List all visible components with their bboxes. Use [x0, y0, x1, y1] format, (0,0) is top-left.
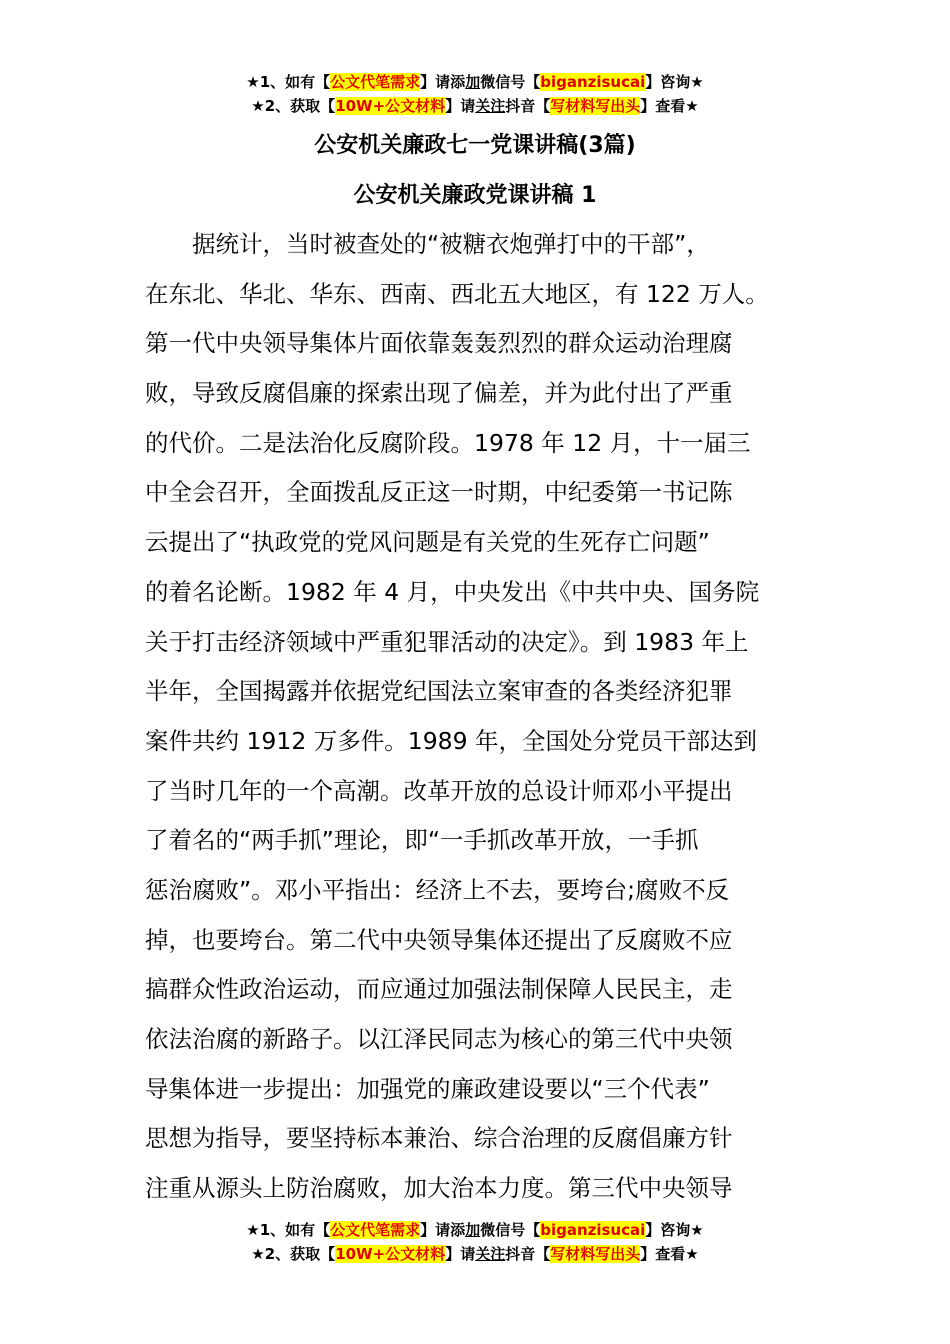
- banner-highlight: 公文代笔需求: [330, 73, 421, 91]
- text-line: 第一代中央领导集体片面依靠轰轰烈烈的群众运动治理腐: [145, 329, 733, 358]
- section-title: 公安机关廉政党课讲稿 1: [353, 183, 597, 208]
- text-line: 的着名论断。1982 年 4 月，中央发出《中共中央、国务院: [145, 577, 760, 606]
- text-line: 中全会召开，全面拨乱反正这一时期，中纪委第一书记陈: [145, 478, 733, 507]
- banner-text: 】咨询★: [645, 1221, 704, 1239]
- text-line: 搞群众性政治运动，而应通过加强法制保障人民民主，走: [145, 975, 733, 1004]
- banner-highlight: 10W+公文材料: [335, 1245, 446, 1263]
- banner-underline: 加: [465, 1221, 481, 1239]
- text-line: 案件共约 1912 万多件。1989 年，全国处分党员干部达到: [145, 726, 758, 755]
- header-banner: [0, 70, 950, 118]
- body-paragraph: [145, 220, 825, 1214]
- banner-text: 】查看★: [640, 1245, 699, 1263]
- text-line: 了着名的“两手抓”理论，即“一手抓改革开放，一手抓: [145, 826, 699, 855]
- banner-underline: 关注: [475, 97, 506, 115]
- text-line: 半年，全国揭露并依据党纪国法立案审查的各类经济犯罪: [145, 677, 733, 706]
- banner-highlight: 10W+公文材料: [335, 97, 446, 115]
- text-line: 注重从源头上防治腐败，加大治本力度。第三代中央领导: [145, 1174, 733, 1203]
- banner-underline: 加: [465, 73, 481, 91]
- text-line: 关于打击经济领域中严重犯罪活动的决定》。到 1983 年上: [145, 627, 749, 656]
- banner-underline: 关注: [475, 1245, 506, 1263]
- banner-highlight: biganzisucai: [540, 73, 646, 91]
- text-line: 云提出了“执政党的党风问题是有关党的生死存亡问题”: [145, 528, 710, 557]
- banner-line-2: [0, 1242, 950, 1266]
- banner-text: 】请: [445, 97, 476, 115]
- text-line: 败，导致反腐倡廉的探索出现了偏差，并为此付出了严重: [145, 379, 733, 408]
- text-line: 惩治腐败”。邓小平指出：经济上不去，要垮台;腐败不反: [145, 875, 730, 904]
- banner-text: 】请添: [420, 1221, 466, 1239]
- banner-highlight: 写材料写出头: [550, 1245, 641, 1263]
- banner-text: 微信号【: [480, 1221, 541, 1239]
- banner-text: 微信号【: [480, 73, 541, 91]
- banner-text: ★2、获取【: [251, 1245, 336, 1263]
- banner-text: ★1、如有【: [246, 73, 331, 91]
- banner-line-2: [0, 94, 950, 118]
- banner-text: ★2、获取【: [251, 97, 336, 115]
- footer-banner: [0, 1218, 950, 1266]
- banner-line-1: [0, 70, 950, 94]
- banner-text: 抖音【: [505, 1245, 551, 1263]
- banner-line-1: [0, 1218, 950, 1242]
- banner-text: 】查看★: [640, 97, 699, 115]
- text-line: 的代价。二是法治化反腐阶段。1978 年 12 月，十一届三: [145, 428, 751, 457]
- banner-text: 】请: [445, 1245, 476, 1263]
- banner-text: 】咨询★: [645, 73, 704, 91]
- text-line: 依法治腐的新路子。以江泽民同志为核心的第三代中央领: [145, 1025, 733, 1053]
- banner-text: 抖音【: [505, 97, 551, 115]
- text-line: 据统计，当时被查处的“被糖衣炮弹打中的干部”，: [145, 230, 710, 258]
- banner-highlight: 写材料写出头: [550, 97, 641, 115]
- text-line: 思想为指导，要坚持标本兼治、综合治理的反腐倡廉方针: [145, 1124, 733, 1153]
- text-line: 了当时几年的一个高潮。改革开放的总设计师邓小平提出: [145, 776, 733, 805]
- banner-highlight: biganzisucai: [540, 1221, 646, 1239]
- text-line: 在东北、华北、华东、西南、西北五大地区，有 122 万人。: [145, 279, 769, 308]
- document-title: 公安机关廉政七一党课讲稿(3篇): [314, 133, 636, 158]
- text-line: 掉，也要垮台。第二代中央领导集体还提出了反腐败不应: [145, 925, 733, 954]
- banner-highlight: 公文代笔需求: [330, 1221, 421, 1239]
- banner-text: ★1、如有【: [246, 1221, 331, 1239]
- text-line: 导集体进一步提出：加强党的廉政建设要以“三个代表”: [145, 1074, 710, 1103]
- banner-text: 】请添: [420, 73, 466, 91]
